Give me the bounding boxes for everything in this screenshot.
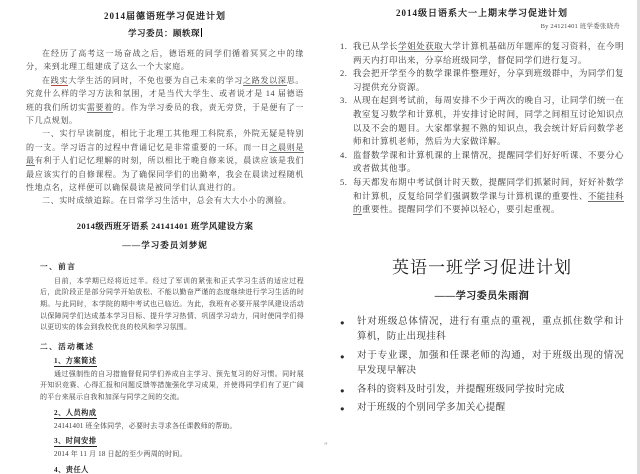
subheading-text: 2、人员构成 [54, 408, 97, 417]
doc2-subheading-members [54, 408, 304, 418]
doc-spanish-class-plan [26, 220, 304, 474]
doc2-heading-overview: 二、活动概述 [40, 341, 95, 351]
item-text [353, 40, 624, 67]
underlined-segment: 之路发以深 [242, 75, 287, 85]
bullet-text: 对于班级的个别同学多加关心提醒 [357, 403, 506, 414]
text-segment: 有利于人们记忆理解的时刻，所以相比于晚自修来说，晨读应该是我们最应该实行的自修课程。为了确保同学们的出勤率，我会在晨读过程随机性地点名，这样便可以确保晨读是被同学们认真进行的。 [26, 156, 304, 193]
item-number: 2. [340, 68, 348, 79]
underlined-segment: 践实 [50, 75, 69, 85]
item-number: 3. [340, 95, 348, 106]
underlined-segment: 之晨则是最 [26, 142, 304, 166]
doc3-title: 2014级日语系大一上期末学习促进计划 [395, 8, 568, 18]
bullet-text: 针对班级总体情况，进行有重点的重视，重点抓住数学和计算机，防止出现挂科 [357, 316, 624, 343]
text-segment: 一、实行早读制度，相比于北理工其他理工科院系，外院无疑是特别的一支。学习语言的过程中背诵记忆是非常重要的一环。而一日 [26, 129, 304, 152]
bullet-item [340, 401, 624, 417]
bullet-icon: ● [340, 351, 345, 361]
item-text [353, 176, 624, 217]
numbered-item [340, 94, 624, 148]
doc1-subtitle [26, 27, 304, 39]
bullet-icon: ● [340, 317, 345, 327]
subheading-text: 1、方案简述 [54, 356, 97, 365]
bullet-icon: ● [340, 385, 345, 395]
paragraph: 目前，本学期已经将近过半。经过了军训的紧张和正式学习生活的适应过程后，此阶段正是部分同学开始放松、不能以勤奋严谨的态度继续进行学习生活的时期。与此同时，本学院的期中考试也已临近。为此，我班有必要开展学风建设活动以保障同学们达成基本学习目标、提升学习热情、巩固学习动力，同时使同学们得以更切实的体会到我校优良的校风和学习氛围。 [40, 276, 304, 332]
paragraph: 24141401 班全体同学，必要时去寻求各任课教师的帮助。 [54, 421, 237, 430]
text-segment: 从现在起到考试前，每周安排不少于两次的晚自习，让同学们统一在教室复习数学和计算机，并安排讨论时间，同学之间相互讨论知识点以及不会的题目。大家都掌握不熟的知识点，我会统计好后问数学老师和计算机老师，然后为大家做详解。 [353, 95, 624, 147]
doc1-title: 2014届德语班学习促进计划 [103, 11, 226, 21]
doc2-title: 2014级西班牙语系 24141401 班学风建设方案 [76, 220, 254, 231]
text-segment: 二、实时成绩追踪。在日常学习生活中，总会有大大小小的测验。 [42, 196, 292, 206]
text-segment: 我已从学长 [353, 41, 399, 51]
page-right[interactable] [320, 0, 640, 474]
stray-quote-mark: ” [324, 441, 328, 450]
underlined-segment: 需要着 [86, 102, 113, 112]
text-segment: 在经历了高考这一场奋战之后，德语班的同学们循着冥冥之中的缘分，来到北理工组建成了这么一个大家庭。 [26, 49, 304, 72]
text-segment: 监督数学课和计算机课的上课情况，提醒同学们好好听课、不要分心或者做其他事。 [353, 149, 624, 174]
doc2-heading-foreword: 一、前言 [40, 261, 77, 271]
text-cursor [201, 28, 202, 37]
underlined-segment: 学姐处获取 [398, 41, 444, 51]
numbered-item [340, 149, 624, 176]
subheading-text: 4、责任人 [54, 465, 89, 474]
text-segment: 每天都发布期中考试倒计时天数，提醒同学们抓紧时间，好好补数学和计算机，反复给同学们强调数学课与计算机课的重要性、 [353, 176, 624, 201]
bullet-icon: ● [340, 404, 345, 414]
doc3-byline: By 24121401 班学委张晓舟 [540, 23, 620, 30]
doc-german-class-plan [26, 9, 304, 208]
item-number: 4. [340, 149, 348, 160]
bullet-item [340, 315, 624, 346]
item-number: 1. [340, 41, 348, 51]
text-segment: 在 [42, 75, 51, 85]
doc2-subheading-plan [54, 356, 304, 366]
text-segment: 我会把开学至今的数学课课件整理好，分享到班级群中，为同学们复习提供充分资源。 [353, 68, 624, 92]
text-segment: 思。究竟什么样的学习方法和氛围，才是当代大学生、或者说才是 14 届德语班的我们所切实 [26, 75, 305, 112]
paragraph [26, 47, 304, 74]
doc1-body [26, 47, 304, 208]
subheading-text: 3、时间安排 [54, 437, 97, 446]
paragraph: 2014 年 11 月 18 日起的至少两周的时间。 [54, 450, 187, 459]
bullet-item [340, 383, 624, 399]
bullet-text: 对于专业课，加强和任课老师的沟通，对于班级出现的情况早发现早解决 [357, 350, 624, 377]
text-segment: 重要性。提醒同学们不要掉以轻心，要引起重视。 [362, 204, 561, 215]
text-segment: 大学生活的同时，不免也要为自己未来的学习 [68, 75, 243, 85]
text-segment: 大学计算机基础历年题库的复习资料，在今明两天内打印出来，分享给班级同学，督促同学们进行复习。 [353, 41, 624, 65]
doc-english-class-plan [340, 253, 624, 417]
bullet-text: 各科的资料及时引发，并提醒班级同学按时完成 [357, 384, 565, 395]
underlined-segment: 不能挂科的 [353, 190, 624, 215]
item-text [353, 67, 624, 94]
doc4-bullet-list [340, 315, 624, 417]
doc2-subtitle: ——学习委员刘梦妮 [122, 239, 208, 250]
doc4-subtitle: ——学习委员朱雨润 [434, 290, 530, 302]
numbered-item [340, 67, 624, 94]
doc4-title: 英语一班学习促进计划 [392, 257, 572, 277]
paragraph [26, 74, 304, 128]
bullet-item [340, 349, 624, 380]
doc2-subheading-schedule [54, 436, 304, 446]
paragraph [26, 127, 304, 194]
item-number: 5. [340, 176, 348, 187]
doc1-subtitle-text: 学习委员：顾轶琛 [127, 28, 200, 38]
paragraph [26, 194, 304, 207]
text-segment: 的。作为学习委员的我，责无旁贷，于是便有了一下几点规划。 [26, 102, 304, 126]
numbered-item [340, 176, 624, 217]
numbered-item [340, 40, 624, 67]
item-text [353, 94, 624, 148]
doc2-subheading-responsible [54, 465, 304, 474]
paragraph: 通过强制性的自习措施督促同学们养成自主学习、预先复习的好习惯。同时展开知识竞赛、心得汇报和问题反馈等措施强化学习成果，并使得同学们有了更广阔的平台来展示自我和加深与同学之间的交流。 [40, 369, 304, 402]
doc-japanese-class-plan [340, 6, 624, 217]
item-text [353, 149, 624, 176]
